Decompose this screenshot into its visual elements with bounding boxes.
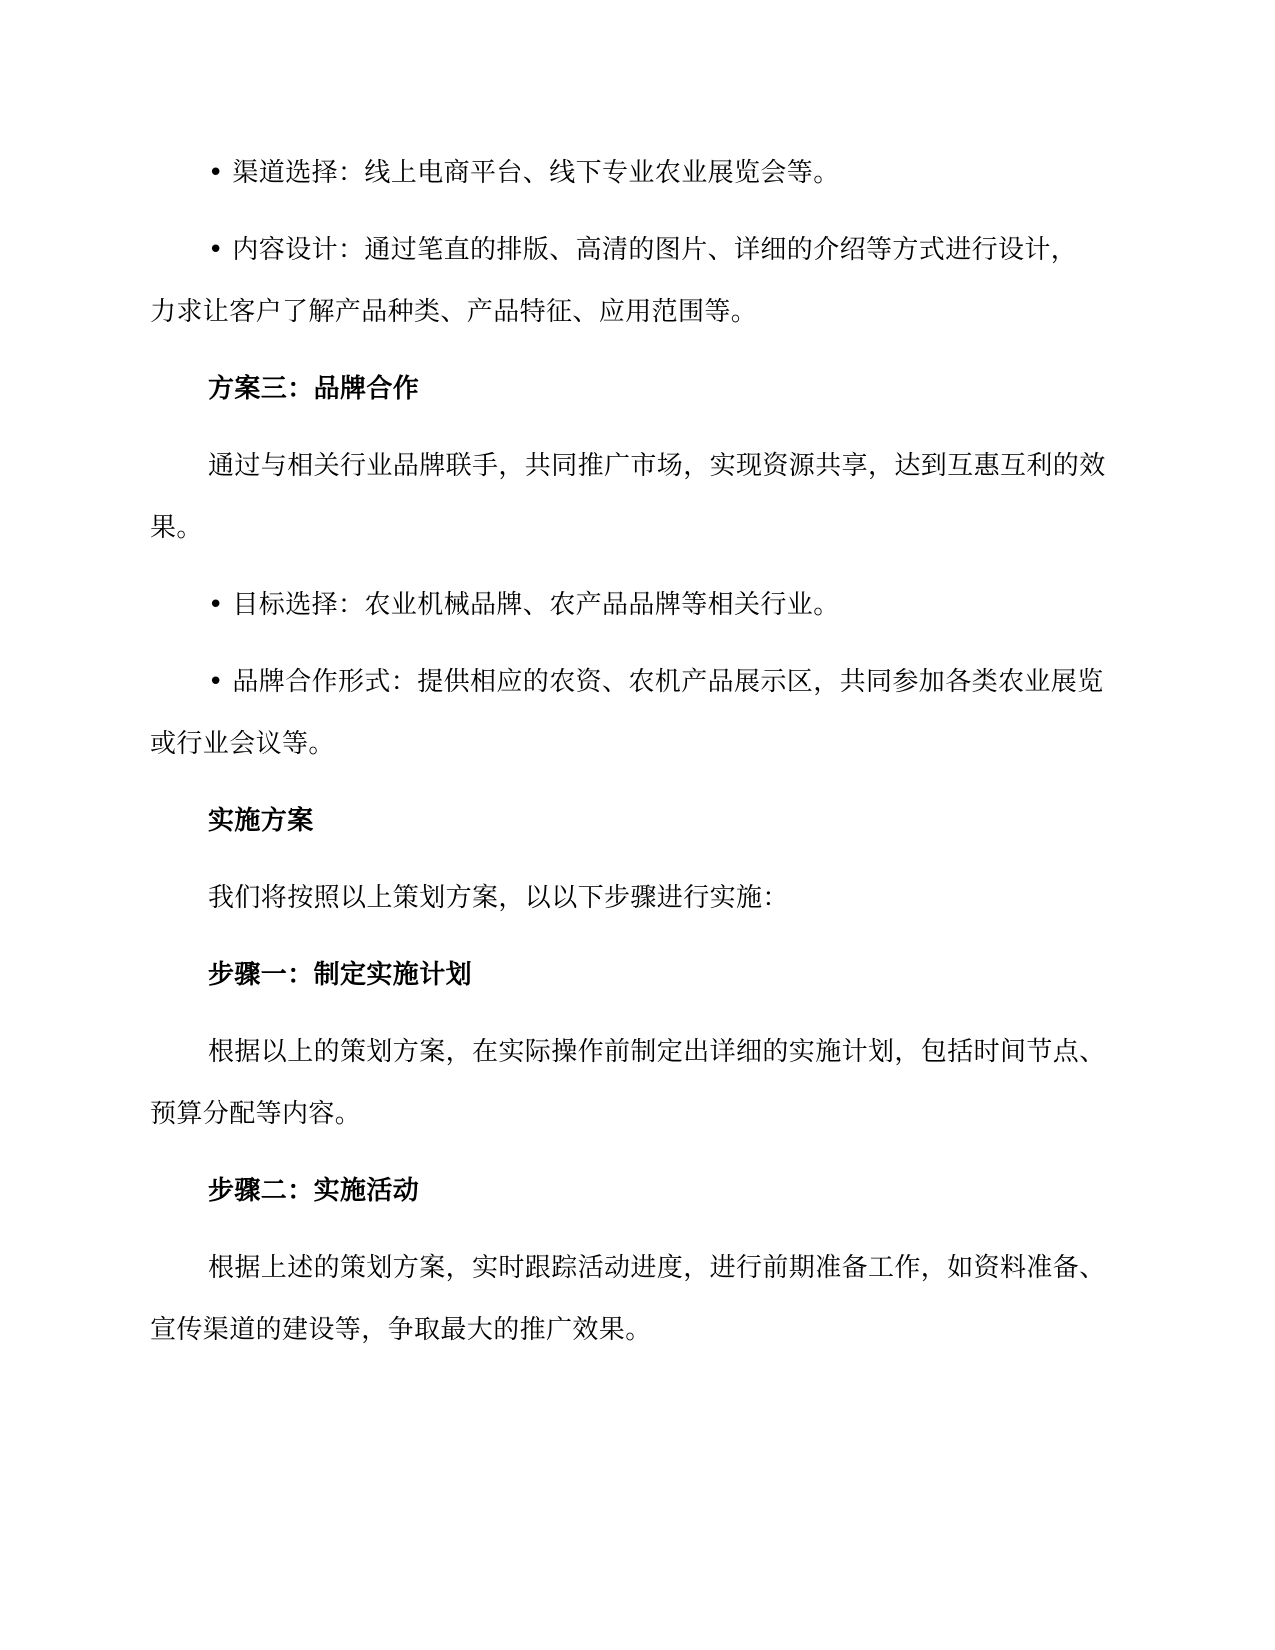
bullet-channel-selection: • 渠道选择：线上电商平台、线下专业农业展览会等。 — [208, 158, 840, 188]
paragraph-step-two-description: 根据上述的策划方案，实时跟踪活动进度，进行前期准备工作，如资料准备、宣传渠道的建设等，争取最大的推广效果。 — [150, 1253, 1106, 1345]
heading-step-two: 步骤二：实施活动 — [208, 1176, 420, 1206]
bullet-content-design: • 内容设计：通过笔直的排版、高清的图片、详细的介绍等方式进行设计， 力求让客户了解产品种类、产品特征、应用范围等。 — [150, 235, 1078, 327]
paragraph-step-one-description: 根据以上的策划方案，在实际操作前制定出详细的实施计划，包括时间节点、预算分配等内容。 — [150, 1037, 1106, 1129]
heading-plan-three: 方案三：品牌合作 — [208, 374, 420, 404]
heading-implementation: 实施方案 — [208, 806, 314, 836]
heading-step-one: 步骤一：制定实施计划 — [208, 960, 473, 990]
bullet-target-selection: • 目标选择：农业机械品牌、农产品品牌等相关行业。 — [208, 590, 840, 620]
paragraph-plan-three-description: 通过与相关行业品牌联手，共同推广市场，实现资源共享，达到互惠互利的效果。 — [150, 451, 1106, 543]
paragraph-implementation-description: 我们将按照以上策划方案，以以下步骤进行实施： — [208, 883, 789, 913]
bullet-cooperation-form: • 品牌合作形式：提供相应的农资、农机产品展示区，共同参加各类农业展览或行业会议等。 — [150, 667, 1104, 759]
document-body — [150, 142, 1110, 1361]
